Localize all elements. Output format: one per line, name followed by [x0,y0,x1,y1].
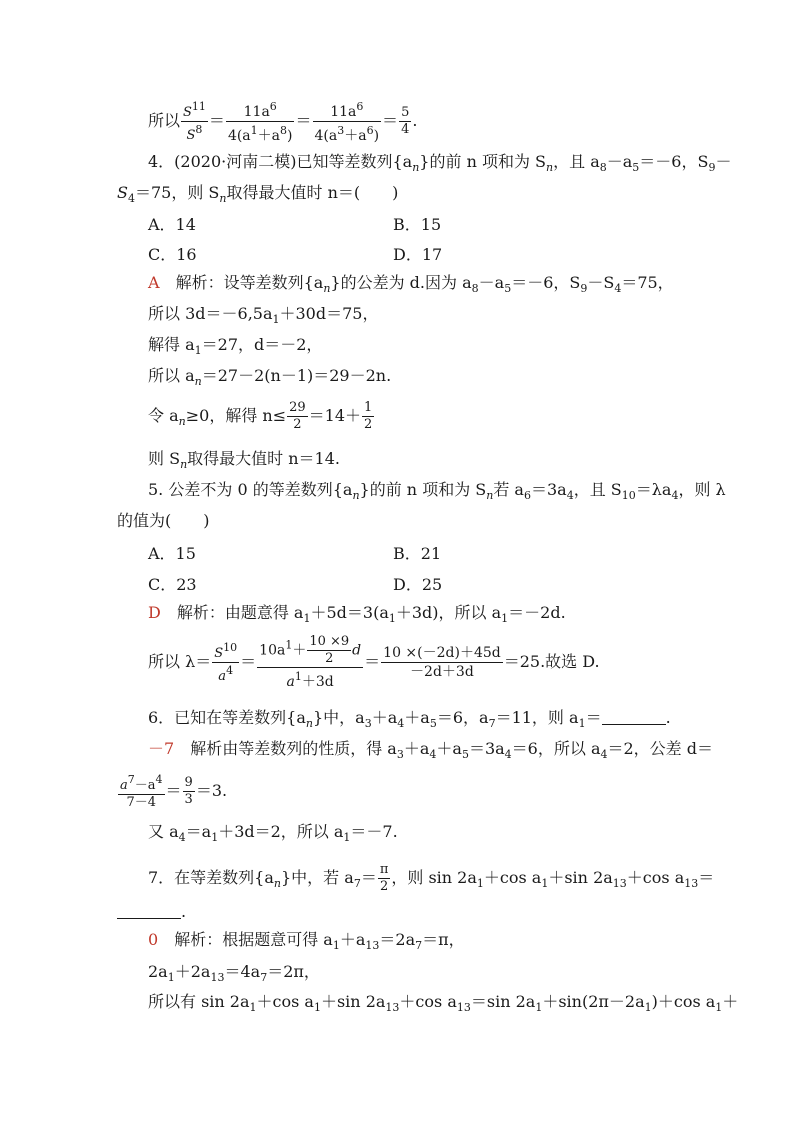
text: 8 [599,161,607,174]
text: 7 [353,877,361,890]
text: 1 [501,612,509,625]
text: n [219,192,227,205]
text: }中，a [313,708,365,727]
text: 13 [365,939,380,952]
text: ＝3a [468,739,505,758]
fraction: $\frac{29}{2}$ [289,400,306,432]
text: ＝11，则 a [495,708,579,727]
text: n [352,489,360,502]
text: d [352,642,362,659]
text: 1 [715,1001,723,1014]
text: ＋cos a [256,992,314,1011]
text: 则 S [148,449,181,468]
text: －S [587,273,615,292]
answer-label: D [148,603,161,622]
text: ＋cos a [626,868,685,887]
text: 1 [332,939,340,952]
text: －a [478,273,505,292]
text: S [214,646,224,661]
text: 1 [272,313,280,326]
text: ＝ [208,111,225,130]
option-a: A．15 [148,544,196,563]
text: n [180,458,188,471]
text: ＋3d)，所以 a [395,603,502,622]
text: 8 [471,282,479,295]
text: ＝ [364,652,381,671]
text: ＋3d [301,674,334,690]
text: }的前 n 项和为 S [359,480,487,499]
solution-4-line-6 [148,449,340,475]
question-7-line [148,862,714,895]
text: ＝6，所以 a [511,739,601,758]
text: 1 [249,1001,257,1014]
text: ) [287,128,293,144]
text: 10a [259,642,286,659]
text: 8 [195,123,203,136]
text: ＝3. [195,781,228,800]
text: n [178,415,186,428]
text: 又 a [148,822,179,841]
text: S [186,128,196,143]
text: 8 [280,124,288,137]
text: ＝3a [530,480,567,499]
text: ≥0，解得 n≤ [185,406,287,425]
fraction [313,98,382,145]
text: 1 [476,877,484,890]
text: a [286,674,295,690]
text: 1 [541,877,549,890]
text: ＝75，则 S [134,183,220,202]
text: ＝25.故选 D. [503,652,600,671]
option-d: D．25 [393,575,443,594]
text: 13 [456,1001,471,1014]
text: ＝ [165,781,182,800]
text: ＋cos a [399,992,457,1011]
text: ＝6，a [436,708,489,727]
text: 11a [330,104,357,120]
solution-4-line-3 [148,335,322,361]
question-5-line-1 [148,480,726,506]
option-c: C．23 [148,575,197,594]
text: 11a [243,104,270,120]
text: ) [373,128,380,144]
solution-6-line-3 [148,822,398,848]
fraction [257,634,363,691]
text: 5 [429,717,437,730]
text: 的值为( ) [117,511,210,530]
text: 4 [226,664,234,677]
text: 令 a [148,406,179,425]
option-a: A．14 [148,215,196,234]
text: 1 [167,971,175,984]
text: 4．(2020·河南二模)已知等差数列{a [148,152,413,171]
text: ＋a [436,739,462,758]
text: 10 [621,489,636,502]
text: ，且 a [553,152,600,171]
text: 1 [343,831,351,844]
solution-5-line-1 [148,603,566,629]
text: ＋a [344,128,367,144]
text: 取得最大值时 n＝( ) [226,183,399,202]
answer-blank [117,904,181,919]
fraction: $\frac{5}{4}$ [401,105,410,137]
text: ＋a [257,128,281,144]
text: 解得 a [148,335,195,354]
answer-label: A [148,273,160,292]
text: 解析由等差数列的性质，得 a [190,739,397,758]
solution-7-line-1 [148,930,465,956]
text: ＝ [382,111,399,130]
option-d: D．17 [393,245,443,264]
solution-4-line-2 [148,304,378,330]
text: 4 [127,192,135,205]
solution-7-line-2 [148,962,320,988]
text: 7 [488,717,496,730]
text: 所以 λ＝ [148,652,212,671]
text: ＋a [404,708,430,727]
text: ＋cos a [483,868,542,887]
text: 10 [223,641,238,654]
text: ＝14＋ [308,406,362,425]
text: 所以 a [148,366,195,385]
text: ＝－7. [350,822,398,841]
text: 1 [294,670,302,683]
question-6-line [148,708,671,734]
text: 5 [632,161,640,174]
text: 4 [178,831,186,844]
text: 解析：由题意得 a [176,603,304,622]
text: ＋sin 2a [548,868,613,887]
option-b: B．21 [393,544,442,563]
text: ＝－6，S [639,152,709,171]
text: 11 [191,100,206,113]
text: 7 [415,939,423,952]
text: n [323,282,331,295]
text: 5. 公差不为 0 的等差数列{a [148,480,353,499]
text: 6 [269,100,277,113]
text: 1 [211,831,219,844]
text: 6 [523,489,531,502]
fraction [226,98,295,145]
text: 9 [708,161,716,174]
text: 4 [397,717,405,730]
text: ＋ [292,642,307,659]
text: 4 [504,748,512,761]
text: 13 [612,877,627,890]
text: 4 [429,748,437,761]
question-4-line-1 [148,152,731,178]
text: . [412,111,418,130]
text: ＝75， [621,273,674,292]
text: －a [134,778,156,793]
text: 4(a [314,128,338,144]
fraction [212,640,239,685]
text: 9 [580,282,588,295]
text: 1 [285,638,293,652]
text: n [412,161,420,174]
text: 3 [364,717,372,730]
option-b: B．15 [393,215,442,234]
text: ＝－6，S [511,273,581,292]
text: 3 [396,748,404,761]
text: 取得最大值时 n＝14. [187,449,340,468]
text: 1 [194,344,202,357]
text: ＋30d＝75， [279,304,379,323]
text: 若 a [493,480,524,499]
text: 解析：根据题意可得 a [174,930,333,949]
question-5-line-2 [117,511,210,531]
text: － [715,152,732,171]
option-c: C．16 [148,245,197,264]
text: ，则 sin 2a [391,868,477,887]
fraction: $\frac{1}{2}$ [364,400,373,432]
text: ＝2a [379,930,416,949]
text: ＝ [585,708,602,727]
text: 所以 [148,111,181,130]
fraction: $\frac{10 \times(-2d)+45d}{-2d+3d}$ [383,645,501,680]
text: 5 [461,748,469,761]
text: 1 [313,1001,321,1014]
text: 13 [684,877,699,890]
solution-6-line-2 [117,772,227,811]
text: n [273,877,281,890]
text: ＝ [295,111,312,130]
text: ＝ [240,652,257,671]
text: S [183,105,192,120]
text: }中，若 a [281,868,354,887]
text: 3 [337,124,345,137]
text: 4(a [227,128,251,144]
text: ＋a [339,930,366,949]
text: 1 [578,717,586,730]
text: . [665,708,671,727]
text: 7 [127,773,135,786]
answer-label: 0 [148,930,159,949]
text: ＝a [185,822,212,841]
text: 解析：设等差数列{a [175,273,324,292]
fraction: $\frac{10 \times 9}{2}$ [309,634,350,666]
solution-6-line-1 [148,739,713,765]
text: －a [606,152,633,171]
text: ＋a [403,739,430,758]
solution-5-line-2 [148,634,600,691]
fraction: $\frac{\pi}{2}$ [379,862,389,894]
text: . [181,902,187,921]
text: ＝－2d. [508,603,566,622]
solution-4-line-1 [148,273,674,299]
text: ＝4a [224,962,261,981]
text: 13 [385,1001,400,1014]
text: ＝π， [422,930,465,949]
text: n [546,161,554,174]
fraction [181,99,208,144]
text: ＝ [360,868,377,887]
fraction: $\frac{a^7-a^4}{7-4}$ [120,773,163,810]
text: }的前 n 项和为 S [419,152,547,171]
text: 7 [260,971,268,984]
text: ＋5d＝3(a [310,603,389,622]
text: 4 [614,282,622,295]
text: 1 [535,1001,543,1014]
text: ＋ [722,992,739,1011]
text: ＝27，d＝－2， [201,335,323,354]
question-7-blank [117,902,186,922]
text: 5 [504,282,512,295]
fraction: $\frac{9}{3}$ [184,775,193,807]
text: 13 [210,971,225,984]
text: ＝2，公差 d＝ [607,739,713,758]
text: ＝sin 2a [470,992,536,1011]
text: }的公差为 d.因为 a [330,273,472,292]
text: 4 [155,773,163,786]
text: 2a [148,962,168,981]
text: ＋sin(2π－2a [542,992,645,1011]
answer-blank [602,710,666,725]
question-4-line-2 [117,183,398,209]
text: 所以有 sin 2a [148,992,250,1011]
text: 4 [566,489,574,502]
text: ＝ [698,868,715,887]
text: 6 [366,124,374,137]
text: 1 [250,124,258,137]
solution-4-line-4 [148,366,391,392]
text: 4 [600,748,608,761]
text: ，则 λ [678,480,726,499]
text: ＋sin 2a [320,992,386,1011]
text: 4 [671,489,679,502]
text: 所以 3d＝－6,5a [148,304,273,323]
text: )＋cos a [651,992,716,1011]
text: ＝λa [635,480,672,499]
text: 6 [356,100,364,113]
text: S [117,183,128,202]
answer-label: －7 [148,739,175,758]
text: a [218,669,227,684]
solution-7-line-3 [148,992,738,1018]
text: ＋a [371,708,398,727]
text: n [305,717,313,730]
text: 1 [388,612,396,625]
text: ＝2π， [267,962,320,981]
text: ＋3d＝2，所以 a [218,822,344,841]
text: ，且 S [573,480,622,499]
text: ＋2a [174,962,211,981]
result-line [148,98,417,145]
text: 7．在等差数列{a [148,868,274,887]
text: n [194,375,202,388]
text: ＝27－2(n－1)＝29－2n. [201,366,392,385]
text: 1 [303,612,311,625]
text: 1 [644,1001,652,1014]
text: 6．已知在等差数列{a [148,708,306,727]
text: a [120,778,128,793]
solution-4-line-5 [148,400,375,433]
text: n [486,489,494,502]
